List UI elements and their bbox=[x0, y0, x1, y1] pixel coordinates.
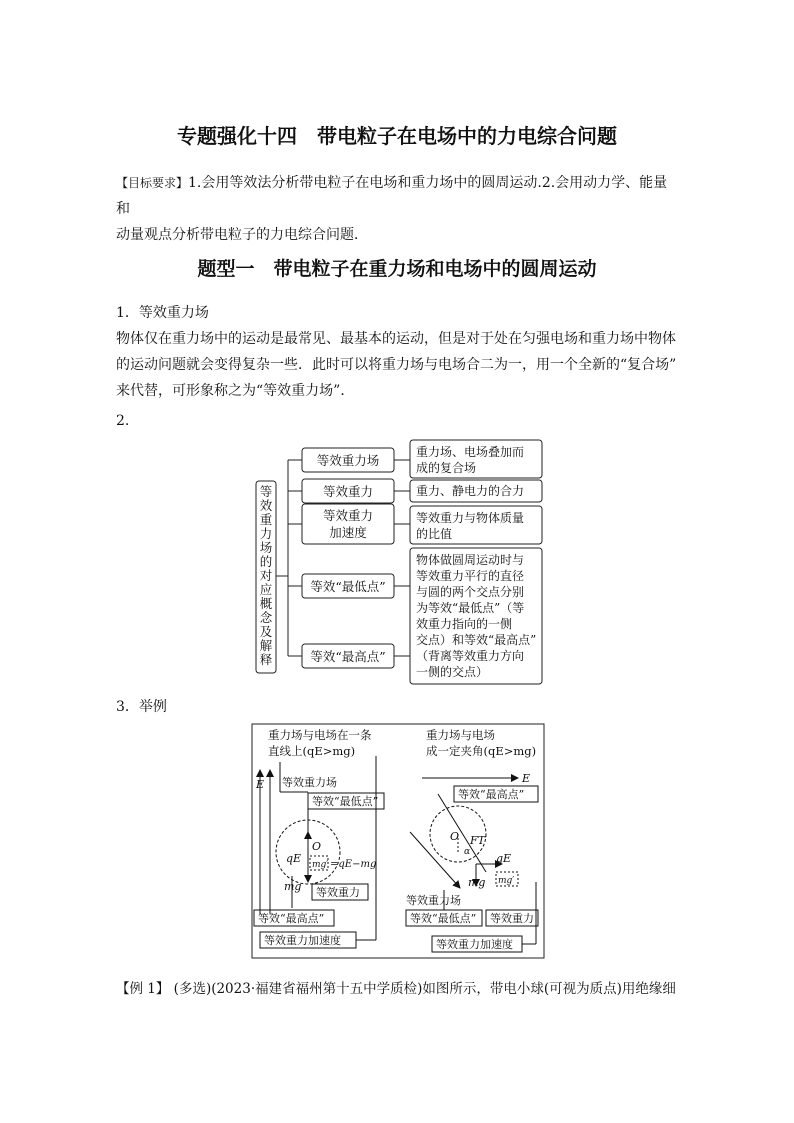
node-label: 等效“最低点” bbox=[310, 579, 386, 594]
goal-paragraph bbox=[116, 170, 680, 248]
node-desc: 的比值 bbox=[416, 527, 453, 541]
item-3-heading: 3．举例 bbox=[116, 699, 167, 715]
root-char: 解 bbox=[259, 638, 273, 653]
right-qe-label: qE bbox=[496, 852, 512, 865]
root-char: 重 bbox=[259, 512, 273, 527]
right-mg-label: mg bbox=[468, 876, 486, 889]
root-char: 场 bbox=[259, 540, 273, 555]
node-desc: 物体做圆周运动时与 bbox=[416, 553, 525, 567]
right-accel-label: 等效重力加速度 bbox=[436, 938, 513, 951]
section-title: 题型一 带电粒子在重力场和电场中的圆周运动 bbox=[197, 258, 597, 280]
root-char: 效 bbox=[259, 498, 273, 513]
root-char: 等 bbox=[259, 484, 273, 499]
item-1-heading: 1．等效重力场 bbox=[116, 305, 209, 321]
left-highest-label: 等效“最高点” bbox=[258, 912, 325, 925]
root-char: 力 bbox=[259, 526, 273, 541]
node-desc: 与圆的两个交点分别 bbox=[416, 585, 525, 599]
item-1-line-3: 来代替，可形象称之为“等效重力场”． bbox=[116, 383, 355, 399]
right-lowest-label: 等效“最低点” bbox=[410, 912, 477, 925]
page-title: 专题强化十四 带电粒子在电场中的力电综合问题 bbox=[177, 124, 617, 148]
node-label: 等效重力 bbox=[322, 484, 374, 499]
left-caption: 直线上(qE>mg) bbox=[268, 744, 356, 758]
node-label: 等效重力 bbox=[322, 508, 374, 523]
node-desc: 等效重力平行的直径 bbox=[416, 569, 525, 583]
left-gravity-label: 等效重力 bbox=[316, 886, 360, 899]
left-caption: 重力场与电场在一条 bbox=[268, 728, 372, 742]
goal-line-2: 动量观点分析带电粒子的力电综合问题． bbox=[116, 227, 368, 243]
node-desc: 等效重力与物体质量 bbox=[416, 511, 525, 525]
right-o-label: O bbox=[450, 830, 460, 843]
node-label: 等效重力场 bbox=[316, 453, 380, 468]
left-mg-prime-label: mg′ bbox=[312, 860, 329, 870]
example-figure bbox=[250, 722, 546, 962]
root-char: 概 bbox=[259, 596, 273, 611]
right-gravity-label: 等效重力 bbox=[490, 912, 534, 925]
left-qe-label: qE bbox=[286, 852, 302, 865]
right-alpha-label: α bbox=[464, 847, 471, 857]
left-mg-label: mg bbox=[284, 880, 302, 893]
item-2-heading: 2. bbox=[116, 413, 130, 429]
node-desc: 成的复合场 bbox=[416, 461, 477, 475]
root-char: 释 bbox=[259, 652, 273, 667]
node-desc: 一侧的交点） bbox=[416, 665, 489, 679]
left-qe-minus-mg-label: =qE−mg bbox=[330, 859, 377, 870]
node-desc: 效重力指向的一侧 bbox=[416, 617, 513, 631]
root-char: 的 bbox=[259, 554, 273, 569]
node-desc: 为等效“最低点”（等 bbox=[416, 601, 525, 615]
node-desc: 重力场、电场叠加而 bbox=[416, 445, 525, 459]
concept-map bbox=[250, 436, 550, 686]
right-field-label: 等效重力场 bbox=[406, 894, 461, 907]
item-1 bbox=[116, 300, 680, 404]
left-field-label: 等效重力场 bbox=[282, 776, 337, 789]
node-label: 加速度 bbox=[329, 525, 367, 540]
item-1-line-1: 物体仅在重力场中的运动是最常见、最基本的运动，但是对于处在匀强电场和重力场中物体 bbox=[116, 331, 676, 347]
example-1-line: 【例 1】 (多选)(2023·福建省福州第十五中学质检)如图所示，带电小球(可视为质点)用绝缘细 bbox=[116, 981, 676, 997]
left-lowest-label: 等效“最低点” bbox=[312, 795, 379, 808]
right-caption: 重力场与电场 bbox=[426, 728, 495, 742]
goal-line-1: 1.会用等效法分析带电粒子在电场和重力场中的圆周运动.2.会用动力学、能量和 bbox=[116, 175, 668, 217]
right-axis-label: E bbox=[522, 772, 531, 785]
right-mg-prime-label: mg′ bbox=[498, 876, 515, 886]
node-desc: 交点）和等效“最高点” bbox=[416, 633, 537, 647]
left-o-label: O bbox=[312, 840, 322, 853]
root-char: 念 bbox=[259, 610, 273, 625]
root-char: 及 bbox=[259, 624, 273, 639]
right-caption: 成一定夹角(qE>mg) bbox=[426, 744, 537, 758]
goal-tag: 【目标要求】 bbox=[116, 176, 189, 190]
right-diameter-line bbox=[438, 794, 486, 872]
node-desc: 重力、静电力的合力 bbox=[416, 484, 525, 498]
left-accel-label: 等效重力加速度 bbox=[264, 934, 341, 947]
root-char: 对 bbox=[259, 568, 273, 583]
node-label: 等效“最高点” bbox=[310, 649, 386, 664]
right-ft-label: FT bbox=[470, 834, 485, 847]
left-axis-label: E bbox=[256, 778, 265, 791]
root-char: 应 bbox=[259, 582, 273, 597]
right-highest-label: 等效“最高点” bbox=[458, 788, 525, 801]
item-1-line-2: 的运动问题就会变得复杂一些．此时可以将重力场与电场合二为一，用一个全新的“复合场” bbox=[116, 357, 677, 373]
node-desc: （背离等效重力方向 bbox=[416, 649, 525, 663]
